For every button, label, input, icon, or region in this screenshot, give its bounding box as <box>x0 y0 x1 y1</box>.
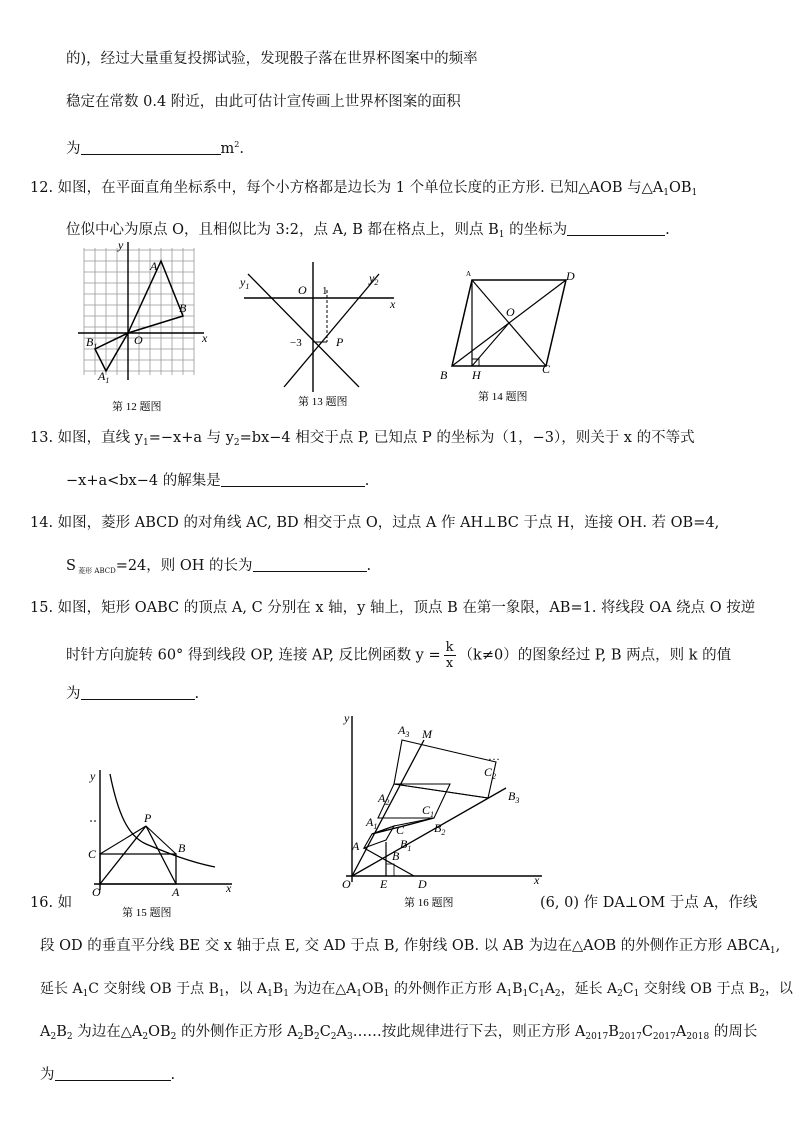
q15-line2 <box>66 640 731 671</box>
fig15-label-O: O <box>92 885 101 899</box>
fig12-caption: 第 12 题图 <box>112 401 162 413</box>
q16-line3 <box>40 979 793 1004</box>
fig15-label-y: y <box>90 769 96 783</box>
q16-seg: 为边在△A <box>288 981 357 997</box>
q16-seg: 的外侧作正方形 A <box>176 1024 298 1040</box>
fig16-label-x: x <box>534 873 540 887</box>
q16-sub: 2 <box>66 1032 73 1042</box>
q16-sub: 1 <box>283 989 289 999</box>
q16-sub: 2 <box>313 1032 320 1042</box>
q16-seg: C <box>528 981 539 997</box>
q13-end: . <box>364 473 370 489</box>
q12-sub: 1 <box>498 230 505 240</box>
q15-text-c: 为 <box>66 686 81 702</box>
q14-line2 <box>66 556 371 581</box>
q16-seg: ，延长 A <box>560 981 618 997</box>
q16-seg: A <box>40 1024 51 1040</box>
fig12-label-x: x <box>202 331 208 345</box>
figure-16 <box>338 714 548 914</box>
q14-text-a: S <box>66 558 76 574</box>
figure-15 <box>80 766 240 924</box>
fig12-label-B1: $B_1$ <box>86 335 98 351</box>
q16-sub: 1 <box>769 946 776 956</box>
q16-sub: 2018 <box>686 1032 710 1042</box>
figure-16-svg <box>338 714 548 910</box>
q16-sub: 3 <box>347 1032 353 1042</box>
q16-sub: 1 <box>82 989 89 999</box>
fig16-label-B3: $B_3$ <box>508 789 520 805</box>
q16-seg: B <box>512 981 523 997</box>
fig14-label-H: H <box>472 368 481 382</box>
fig12-label-O: O <box>134 333 143 347</box>
q13-text-a: 13. 如图，直线 y <box>30 430 143 446</box>
q16-sub: 1 <box>383 989 390 999</box>
q11-line1: 的)，经过大量重复投掷试验，发现骰子落在世界杯图案中的频率 <box>66 51 478 67</box>
q13-sub: 2 <box>233 438 240 448</box>
q16-sub: 1 <box>539 989 545 999</box>
q11-unit: m <box>220 141 235 157</box>
fig13-label-y2: $y_2$ <box>369 271 379 287</box>
q12-text-a: 12. 如图，在平面直角坐标系中，每个小方格都是边长为 1 个单位长度的正方形. 已知△AOB 与△A <box>30 180 664 196</box>
q12-text-d: 的坐标为 <box>504 222 568 238</box>
q16-sub: 2 <box>617 989 623 999</box>
q12-sub: 1 <box>663 188 669 198</box>
fig14-label-D: D <box>566 269 575 283</box>
fig16-label-C: C <box>396 823 405 837</box>
fig13-label-y1: $y_1$ <box>240 275 250 291</box>
q16-sub: 2 <box>297 1032 304 1042</box>
q15-text-b: （k≠0）的图象经过 P, B 两点，则 k 的值 <box>458 647 732 664</box>
q11-line2: 稳定在常数 0.4 附近，由此可估计宣传画上世界杯图案的面积 <box>66 94 461 110</box>
fig13-label-minus3: −3 <box>290 337 302 349</box>
fig15-caption: 第 15 题图 <box>122 907 172 919</box>
q13-text-c: =bx−4 相交于点 P, 已知点 P 的坐标为（1，−3），则关于 x 的不等式 <box>239 430 695 446</box>
fig16-label-y: y <box>344 714 350 725</box>
fig13-label-P: P <box>336 335 344 349</box>
q12-answer-blank[interactable] <box>567 221 665 236</box>
fig12-label-A: A <box>150 259 158 273</box>
q16-seg: B <box>608 1024 619 1040</box>
fig16-label-D: D <box>418 877 427 891</box>
figure-14-svg <box>436 266 586 406</box>
q16-line2 <box>40 936 780 961</box>
q16-seg: B <box>303 1024 314 1040</box>
q16-sub: 2 <box>170 1032 177 1042</box>
q16-line1-right: (6, 0) 作 DA⊥OM 于点 A，作线 <box>540 895 758 911</box>
q15-text-a: 时针方向旋转 60° 得到线段 OP, 连接 AP, 反比例函数 y = <box>66 647 441 664</box>
q12-sub: 1 <box>691 188 698 198</box>
q16-seg: A <box>544 981 555 997</box>
fig15-label-P: P <box>144 811 152 825</box>
q13-text-d: −x+a<bx−4 的解集是 <box>66 473 221 489</box>
q16-sub: 1 <box>522 989 529 999</box>
q16-sub: 2 <box>50 1032 57 1042</box>
q16-sub: 2017 <box>652 1032 676 1042</box>
q16-seg: C <box>622 981 634 997</box>
figure-12 <box>74 240 214 420</box>
fig13-label-x: x <box>390 297 396 311</box>
q16-text-b: , <box>775 938 781 954</box>
q13-text-b: =−x+a 与 y <box>148 430 234 446</box>
q16-text-a: 段 OD 的垂直平分线 BE 交 x 轴于点 E, 交 AD 于点 B, 作射线 OB. 以 AB 为边在△AOB 的外侧作正方形 ABCA <box>40 938 770 954</box>
q16-seg: ，以 <box>764 981 793 997</box>
q16-text-c: 为 <box>40 1067 55 1083</box>
q12-text-b: OB <box>668 180 692 196</box>
q16-seg: C <box>641 1024 653 1040</box>
q16-sub: 1 <box>506 989 513 999</box>
q15-fraction <box>444 640 456 671</box>
q16-sub: 2017 <box>618 1032 642 1042</box>
q16-seg: C 交射线 OB 于点 B <box>88 981 219 997</box>
fig16-label-C2: $C_2$ <box>484 765 497 781</box>
q16-line4 <box>40 1022 757 1047</box>
fig16-label-A: A <box>352 839 360 853</box>
q16-seg: 的周长 <box>709 1024 758 1040</box>
fig16-label-C1: $C_1$ <box>422 803 435 819</box>
fig16-label-dots: … <box>488 749 500 763</box>
q12-line1 <box>30 178 697 203</box>
q16-seg: A <box>336 1024 348 1040</box>
fig15-label-x: x <box>226 881 232 895</box>
q15-line3 <box>66 684 199 704</box>
fig15-label-C: C <box>88 847 97 861</box>
q15-end: . <box>194 686 200 702</box>
figure-14 <box>436 266 586 410</box>
q16-sub: 1 <box>356 989 362 999</box>
q16-seg: 为边在△A <box>72 1024 143 1040</box>
q16-seg: ，以 A <box>224 981 268 997</box>
q16-seg: 的外侧作正方形 A <box>389 981 507 997</box>
q14-end: . <box>366 558 372 574</box>
figure-13-svg <box>234 262 404 412</box>
figure-15-svg <box>80 766 240 920</box>
q11-answer-blank[interactable] <box>81 140 221 155</box>
fig14-label-A: A <box>466 270 472 278</box>
fig12-label-A1: $A_1$ <box>98 369 110 385</box>
fig16-label-A2: $A_2$ <box>378 791 390 807</box>
fig13-caption: 第 13 题图 <box>298 396 348 408</box>
q16-seg: OB <box>148 1024 171 1040</box>
fig14-caption: 第 14 题图 <box>478 391 528 403</box>
q14-text-b: =24，则 OH 的长为 <box>115 558 253 574</box>
q14-answer-blank[interactable] <box>253 557 367 572</box>
fig12-label-y: y <box>118 240 124 252</box>
q16-seg: 延长 A <box>40 981 83 997</box>
fig14-label-B: B <box>440 368 448 382</box>
q15-frac-denominator: x <box>445 656 454 671</box>
fig13-label-O: O <box>298 283 307 297</box>
q16-seg: C <box>319 1024 331 1040</box>
q16-sub: 2 <box>142 1032 149 1042</box>
q16-sub: 1 <box>267 989 273 999</box>
figure-13 <box>234 262 404 416</box>
fig16-label-M: M <box>422 727 432 741</box>
fig14-label-O: O <box>506 305 515 319</box>
q14-line1: 14. 如图，菱形 ABCD 的对角线 AC, BD 相交于点 O，过点 A 作 AH⊥BC 于点 H，连接 OH. 若 OB=4, <box>30 515 720 531</box>
fig14-label-C: C <box>542 362 551 376</box>
q16-end: . <box>170 1067 176 1083</box>
q16-sub: 2 <box>554 989 561 999</box>
q16-answer-blank[interactable] <box>55 1066 171 1081</box>
fig16-label-B: B <box>392 849 400 863</box>
q11-line3 <box>66 135 244 159</box>
q16-seg: A <box>675 1024 687 1040</box>
fig13-label-one: 1 <box>322 285 328 297</box>
q16-sub: 2 <box>330 1032 337 1042</box>
q14-sub: 菱形 ABCD <box>75 567 116 575</box>
figure-12-svg <box>74 240 214 416</box>
q15-frac-numerator: k <box>445 640 454 655</box>
fig15-label-B: B <box>178 841 186 855</box>
fig16-label-A1: $A_1$ <box>366 815 378 831</box>
q13-line1 <box>30 428 695 453</box>
fig16-label-E: E <box>380 877 388 891</box>
fig16-label-B1: $B_1$ <box>400 837 412 853</box>
fig16-label-B2: $B_2$ <box>434 821 446 837</box>
q16-sub: 1 <box>218 989 225 999</box>
q16-seg: ……按此规律进行下去，则正方形 A <box>352 1024 586 1040</box>
fig16-caption: 第 16 题图 <box>404 897 454 909</box>
q11-prefix: 为 <box>66 141 81 157</box>
q12-end: . <box>665 222 670 238</box>
fig16-label-O: O <box>342 877 351 891</box>
q16-seg: B <box>56 1024 67 1040</box>
q11-unit-sup: 2 <box>234 140 240 149</box>
q16-seg: OB <box>362 981 384 997</box>
q16-sub: 2 <box>759 989 765 999</box>
q16-sub: 2017 <box>585 1032 609 1042</box>
q16-line1-left: 16. 如 <box>30 895 73 911</box>
q16-line5 <box>40 1065 175 1085</box>
q11-post: . <box>239 141 244 157</box>
q13-sub: 1 <box>142 438 149 448</box>
q12-text-c: 位似中心为原点 O，且相似比为 3:2，点 A, B 都在格点上，则点 B <box>66 222 499 238</box>
fig12-label-B: B <box>179 301 187 315</box>
q16-sub: 1 <box>633 989 640 999</box>
q15-line1: 15. 如图，矩形 OABC 的顶点 A, C 分别在 x 轴，y 轴上，顶点 B 在第一象限，AB=1. 将线段 OA 绕点 O 按逆 <box>30 600 756 616</box>
fig16-label-A3: $A_3$ <box>398 723 410 739</box>
fig15-label-A: A <box>172 885 180 899</box>
q16-seg: B <box>272 981 284 997</box>
q15-answer-blank[interactable] <box>81 685 195 700</box>
q13-answer-blank[interactable] <box>221 472 365 487</box>
q16-seg: 交射线 OB 于点 B <box>639 981 760 997</box>
q13-line2 <box>66 471 369 491</box>
